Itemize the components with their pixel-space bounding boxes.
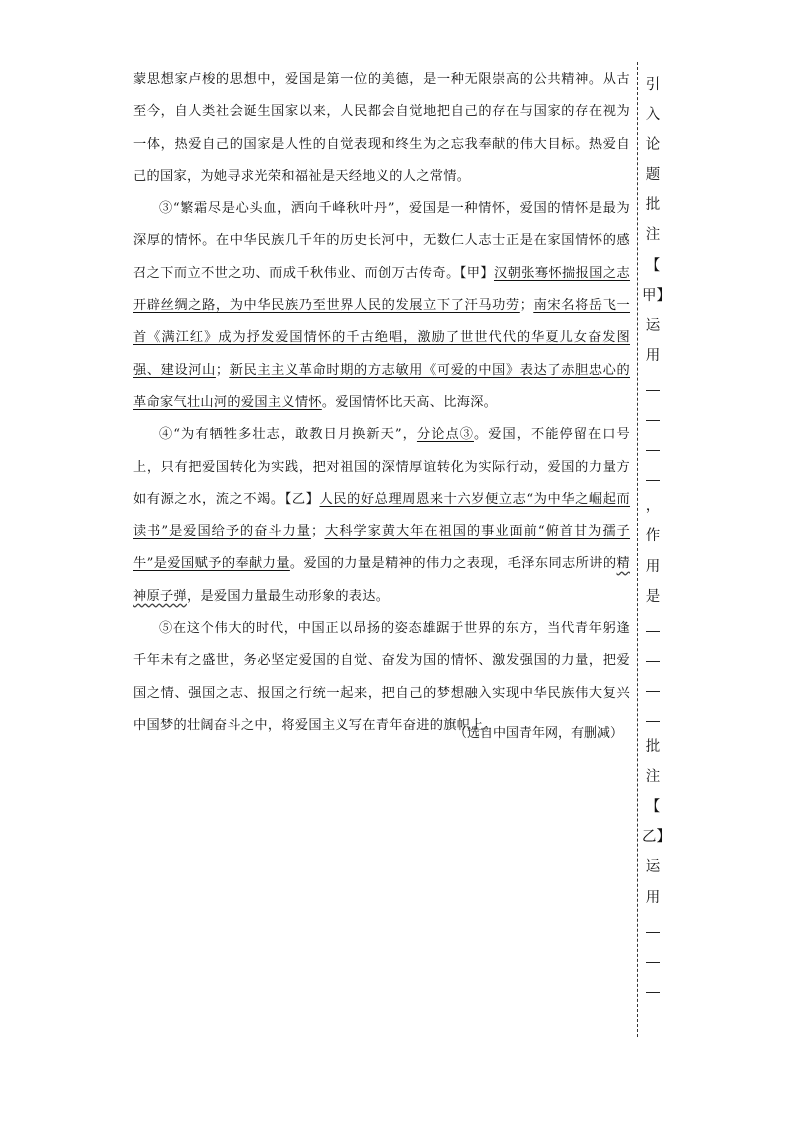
sidebar-char: 批 bbox=[645, 197, 661, 214]
paragraph-3: ③“繁霜尽是心头血，洒向千峰秋叶丹”，爱国是一种情怀，爱国的情怀是最为深厚的情怀。在中华民族几千年的历史长河中，无数仁人志士正是在家国情怀的感召之下而立不世之功、而成千秋伟业、而创万古传奇。【甲】汉朝张骞怀揣报国之志开辟丝绸之路，为中华民族乃至世界人民的发展立下了汗马功劳；南宋名将岳飞一首《满江红》成为抒发爱国情怀的千古绝唱，激励了世世代代的华夏儿女奋发图强、建设河山；新民主主义革命时期的方志敏用《可爱的中国》表达了赤胆忠心的革命家气壮山河的爱国主义情怀。爱国情怀比天高、比海深。 bbox=[133, 201, 630, 410]
underlined-example-huang-danian: 大科学家黄大年在祖国的事业面前“俯首甘为孺子牛”是爱国赋予的奉献力量 bbox=[133, 524, 631, 572]
answer-blank bbox=[642, 672, 664, 702]
sidebar-char: 甲】 bbox=[642, 287, 671, 304]
answer-blank bbox=[642, 943, 664, 973]
sidebar-char: 乙】 bbox=[642, 829, 671, 846]
sidebar-char: 题 bbox=[645, 167, 661, 184]
sidebar-char: 用 bbox=[645, 889, 661, 906]
sidebar-char: 注 bbox=[645, 227, 661, 244]
sidebar-char: 论 bbox=[645, 137, 661, 154]
underlined-example-zhou-enlai: 人民的好总理周恩来十六岁便立志“为中华之崛起而读书”是爱国给予的奋斗力量 bbox=[133, 491, 631, 540]
sidebar-char: 是 bbox=[645, 588, 661, 605]
sidebar-char: 作 bbox=[645, 528, 661, 545]
sidebar-char: 【 bbox=[645, 799, 661, 816]
sidebar-char: 运 bbox=[645, 317, 661, 334]
answer-blank bbox=[642, 642, 664, 672]
sidebar-char: 【 bbox=[645, 257, 661, 274]
answer-blank bbox=[642, 371, 664, 401]
answer-blank bbox=[642, 913, 664, 943]
underlined-example-fang-zhimin: 新民主主义革命时期的方志敏用《可爱的中国》表达了赤胆忠心的革命家气壮山河的爱国主义情怀 bbox=[133, 362, 630, 410]
paragraph-5: ⑤在这个伟大的时代，中国正以昂扬的姿态雄踞于世界的东方，当代青年躬逢千年未有之盛世，务必坚定爱国的自觉、奋发为国的情怀、激发强国的力量，把爱国之情、强国之志、报国之行统一起来，把自己的梦想融入实现中华民族伟大复兴中国梦的壮阔奋斗之中，将爱国主义写在青年奋进的旗帜上。 bbox=[133, 621, 630, 733]
answer-blank bbox=[642, 431, 664, 461]
sidebar-char: 运 bbox=[645, 859, 661, 876]
wavy-underlined-spiritual-atomic-bomb: 精神原子弹 bbox=[133, 556, 630, 604]
sidebar-char: 批 bbox=[645, 739, 661, 756]
annotation-column bbox=[642, 70, 671, 1003]
sidebar-char: ， bbox=[645, 498, 661, 515]
answer-blank bbox=[642, 612, 664, 642]
sidebar-char: 用 bbox=[645, 558, 661, 575]
annotation-divider bbox=[637, 62, 638, 1037]
underlined-example-yue-fei: 南宋名将岳飞一首《满江红》成为抒发爱国情怀的千古绝唱，激励了世世代代的华夏儿女奋发图强、建设河山 bbox=[133, 298, 630, 378]
article-source: （选自中国青年网，有删减） bbox=[453, 725, 623, 740]
paragraph-4: ④“为有牺牲多壮志，敢教日月换新天”，分论点③。爱国，不能停留在口号上，只有把爱国转化为实践，把对祖国的深情厚谊转化为实际行动，爱国的力量方如有源之水，流之不竭。【乙】人民的好总理周恩来十六岁便立志“为中华之崛起而读书”是爱国给予的奋斗力量；大科学家黄大年在祖国的事业面前“俯首甘为孺子牛”是爱国赋予的奉献力量。爱国的力量是精神的伟力之表现，毛泽东同志所讲的精神原子弹，是爱国力量最生动形象的表达。 bbox=[133, 427, 631, 604]
answer-blank bbox=[642, 702, 664, 732]
answer-blank bbox=[642, 401, 664, 431]
sidebar-char: 引 bbox=[645, 77, 661, 93]
article-body bbox=[133, 64, 630, 742]
underlined-example-zhang-qian: 汉朝张骞怀揣报国之志开辟丝绸之路，为中华民族乃至世界人民的发展立下了汗马功劳 bbox=[133, 265, 630, 314]
answer-blank bbox=[642, 461, 664, 491]
paragraph-continued: 蒙思想家卢梭的思想中，爱国是第一位的美德，是一种无限崇高的公共精神。从古至今，自人类社会诞生国家以来，人民都会自觉地把自己的存在与国家的存在视为一体，热爱自己的国家是人性的自觉表现和终生为之忘我奉献的伟大目标。热爱自己的国家，为她寻求光荣和福祉是天经地义的人之常情。 bbox=[133, 72, 630, 184]
answer-blank bbox=[642, 973, 664, 1003]
sidebar-char: 入 bbox=[645, 107, 661, 124]
blank-sub-argument-3: 分论点③ bbox=[416, 427, 474, 443]
sidebar-char: 用 bbox=[645, 347, 661, 364]
sidebar-char: 注 bbox=[645, 769, 661, 786]
